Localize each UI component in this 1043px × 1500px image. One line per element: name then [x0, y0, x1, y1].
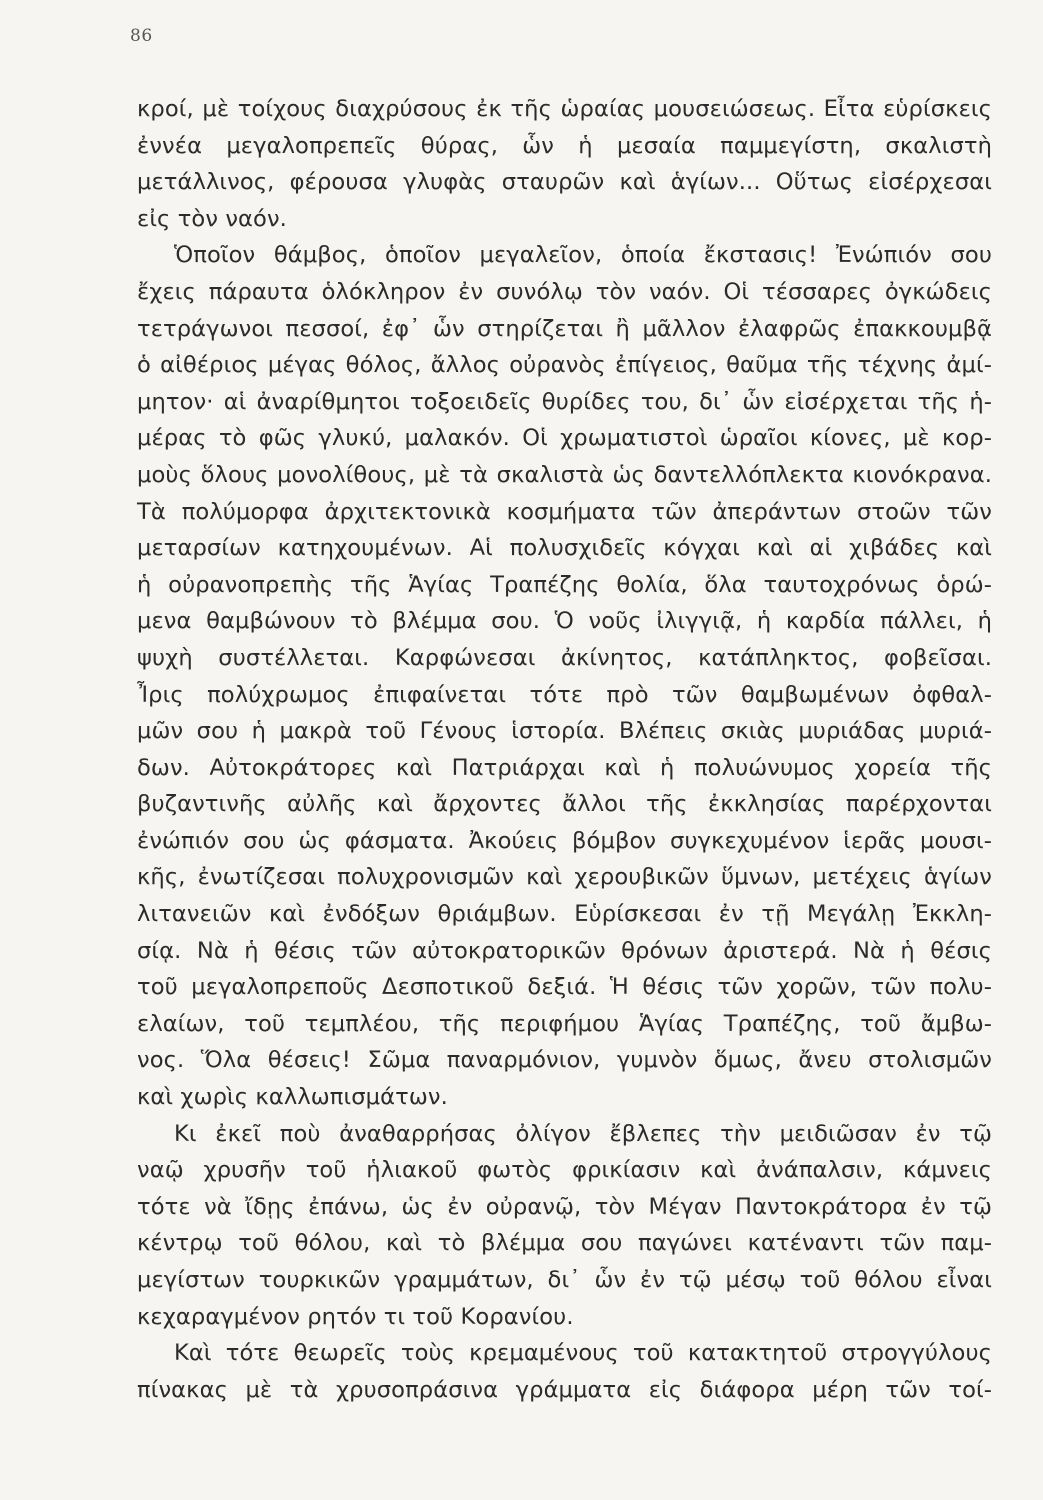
- text-line: εἰς τὸν ναόν.: [137, 205, 287, 232]
- text-line: ἐνώπιόν σου ὡς φάσματα. Ἀκούεις βόμβον συγκεχυμένον ἱερᾶς μουσι-: [137, 827, 992, 854]
- text-line: μενα θαμβώνουν τὸ βλέμμα σου. Ὁ νοῦς ἰλιγγιᾷ, ἡ καρδία πάλλει, ἡ: [137, 608, 992, 635]
- text-line: ψυχὴ συστέλλεται. Καρφώνεσαι ἀκίνητος, κατάπληκτος, φοβεῖσαι.: [137, 644, 992, 671]
- text-line: ἡ οὐρανοπρεπὴς τῆς Ἁγίας Τραπέζης θολία, ὅλα ταυτοχρόνως ὁρώ-: [137, 571, 992, 598]
- body-text: [137, 91, 992, 1408]
- text-line: κεχαραγμένον ρητόν τι τοῦ Κορανίου.: [137, 1303, 574, 1330]
- text-line: μοὺς ὅλους μονολίθους, μὲ τὰ σκαλιστὰ ὡς δαντελλόπλεκτα κιονόκρανα.: [137, 461, 992, 488]
- text-line: Κι ἐκεῖ ποὺ ἀναθαρρήσας ὀλίγον ἔβλεπες τὴν μειδιῶσαν ἐν τῷ: [174, 1120, 992, 1147]
- text-line: ἐννέα μεγαλοπρεπεῖς θύρας, ὧν ἡ μεσαία παμμεγίστη, σκαλιστὴ: [137, 132, 992, 159]
- text-line: Ἶρις πολύχρωμος ἐπιφαίνεται τότε πρὸ τῶν θαμβωμένων ὀφθαλ-: [137, 681, 992, 708]
- page-number: 86: [130, 26, 153, 46]
- text-line: μεγίστων τουρκικῶν γραμμάτων, δι᾽ ὧν ἐν τῷ μέσῳ τοῦ θόλου εἶναι: [137, 1267, 992, 1293]
- text-line: καὶ χωρὶς καλλωπισμάτων.: [137, 1084, 448, 1111]
- text-line: κῆς, ἐνωτίζεσαι πολυχρονισμῶν καὶ χερουβικῶν ὕμνων, μετέχεις ἁγίων: [137, 864, 992, 891]
- text-line: ναῷ χρυσῆν τοῦ ἡλιακοῦ φωτὸς φρικίασιν καὶ ἀνάπαλσιν, κάμνεις: [137, 1157, 992, 1184]
- text-line: ελαίων, τοῦ τεμπλέου, τῆς περιφήμου Ἁγίας Τραπέζης, τοῦ ἄμβω-: [137, 1010, 992, 1037]
- text-line: μῶν σου ἡ μακρὰ τοῦ Γένους ἱστορία. Βλέπεις σκιὰς μυριάδας μυριά-: [137, 718, 992, 745]
- text-line: μεταρσίων κατηχουμένων. Αἱ πολυσχιδεῖς κόγχαι καὶ αἱ χιβάδες καὶ: [137, 535, 992, 562]
- text-line: λιτανειῶν καὶ ἐνδόξων θριάμβων. Εὑρίσκεσαι ἐν τῇ Μεγάλῃ Ἐκκλη-: [137, 901, 992, 928]
- text-line: κροί, μὲ τοίχους διαχρύσους ἐκ τῆς ὡραίας μουσειώσεως. Εἶτα εὑρίσκεις: [137, 96, 992, 122]
- text-line: ἔχεις πάραυτα ὁλόκληρον ἐν συνόλῳ τὸν ναόν. Οἱ τέσσαρες ὀγκώδεις: [137, 278, 992, 305]
- text-line: νος. Ὅλα θέσεις! Σῶμα παναρμόνιον, γυμνὸν ὅμως, ἄνευ στολισμῶν: [137, 1047, 992, 1074]
- text-line: Ὁποῖον θάμβος, ὁποῖον μεγαλεῖον, ὁποία ἔκστασις! Ἐνώπιόν σου: [174, 242, 992, 269]
- text-line: δων. Αὐτοκράτορες καὶ Πατριάρχαι καὶ ἡ πολυώνυμος χορεία τῆς: [137, 754, 992, 781]
- text-line: μητον· αἱ ἀναρίθμητοι τοξοειδεῖς θυρίδες του, δι᾽ ὧν εἰσέρχεται τῆς ἡ-: [137, 388, 992, 415]
- text-line: Καὶ τότε θεωρεῖς τοὺς κρεμαμένους τοῦ κατακτητοῦ στρογγύλους: [174, 1340, 992, 1367]
- text-line: σίᾳ. Νὰ ἡ θέσις τῶν αὐτοκρατορικῶν θρόνων ἀριστερά. Νὰ ἡ θέσις: [137, 937, 992, 964]
- text-line: Τὰ πολύμορφα ἀρχιτεκτονικὰ κοσμήματα τῶν ἀπεράντων στοῶν τῶν: [137, 498, 992, 525]
- text-line: ὁ αἰθέριος μέγας θόλος, ἄλλος οὐρανὸς ἐπίγειος, θαῦμα τῆς τέχνης ἀμί-: [137, 352, 992, 379]
- text-line: βυζαντινῆς αὐλῆς καὶ ἄρχοντες ἄλλοι τῆς ἐκκλησίας παρέρχονται: [137, 791, 992, 818]
- text-line: κέντρῳ τοῦ θόλου, καὶ τὸ βλέμμα σου παγώνει κατέναντι τῶν παμ-: [137, 1230, 992, 1257]
- text-line: μετάλλινος, φέρουσα γλυφὰς σταυρῶν καὶ ἁγίων... Οὕτως εἰσέρχεσαι: [137, 169, 992, 196]
- text-line: τετράγωνοι πεσσοί, ἐφ᾽ ὧν στηρίζεται ἢ μᾶλλον ἐλαφρῶς ἐπακκουμβᾷ: [137, 315, 992, 342]
- text-line: τοῦ μεγαλοπρεποῦς Δεσποτικοῦ δεξιά. Ἡ θέσις τῶν χορῶν, τῶν πολυ-: [137, 974, 992, 1001]
- text-line: πίνακας μὲ τὰ χρυσοπράσινα γράμματα εἰς διάφορα μέρη τῶν τοί-: [137, 1376, 992, 1403]
- text-line: μέρας τὸ φῶς γλυκύ, μαλακόν. Οἱ χρωματιστοὶ ὡραῖοι κίονες, μὲ κορ-: [137, 425, 992, 452]
- text-line: τότε νὰ ἴδῃς ἐπάνω, ὡς ἐν οὐρανῷ, τὸν Μέγαν Παντοκράτορα ἐν τῷ: [137, 1193, 992, 1220]
